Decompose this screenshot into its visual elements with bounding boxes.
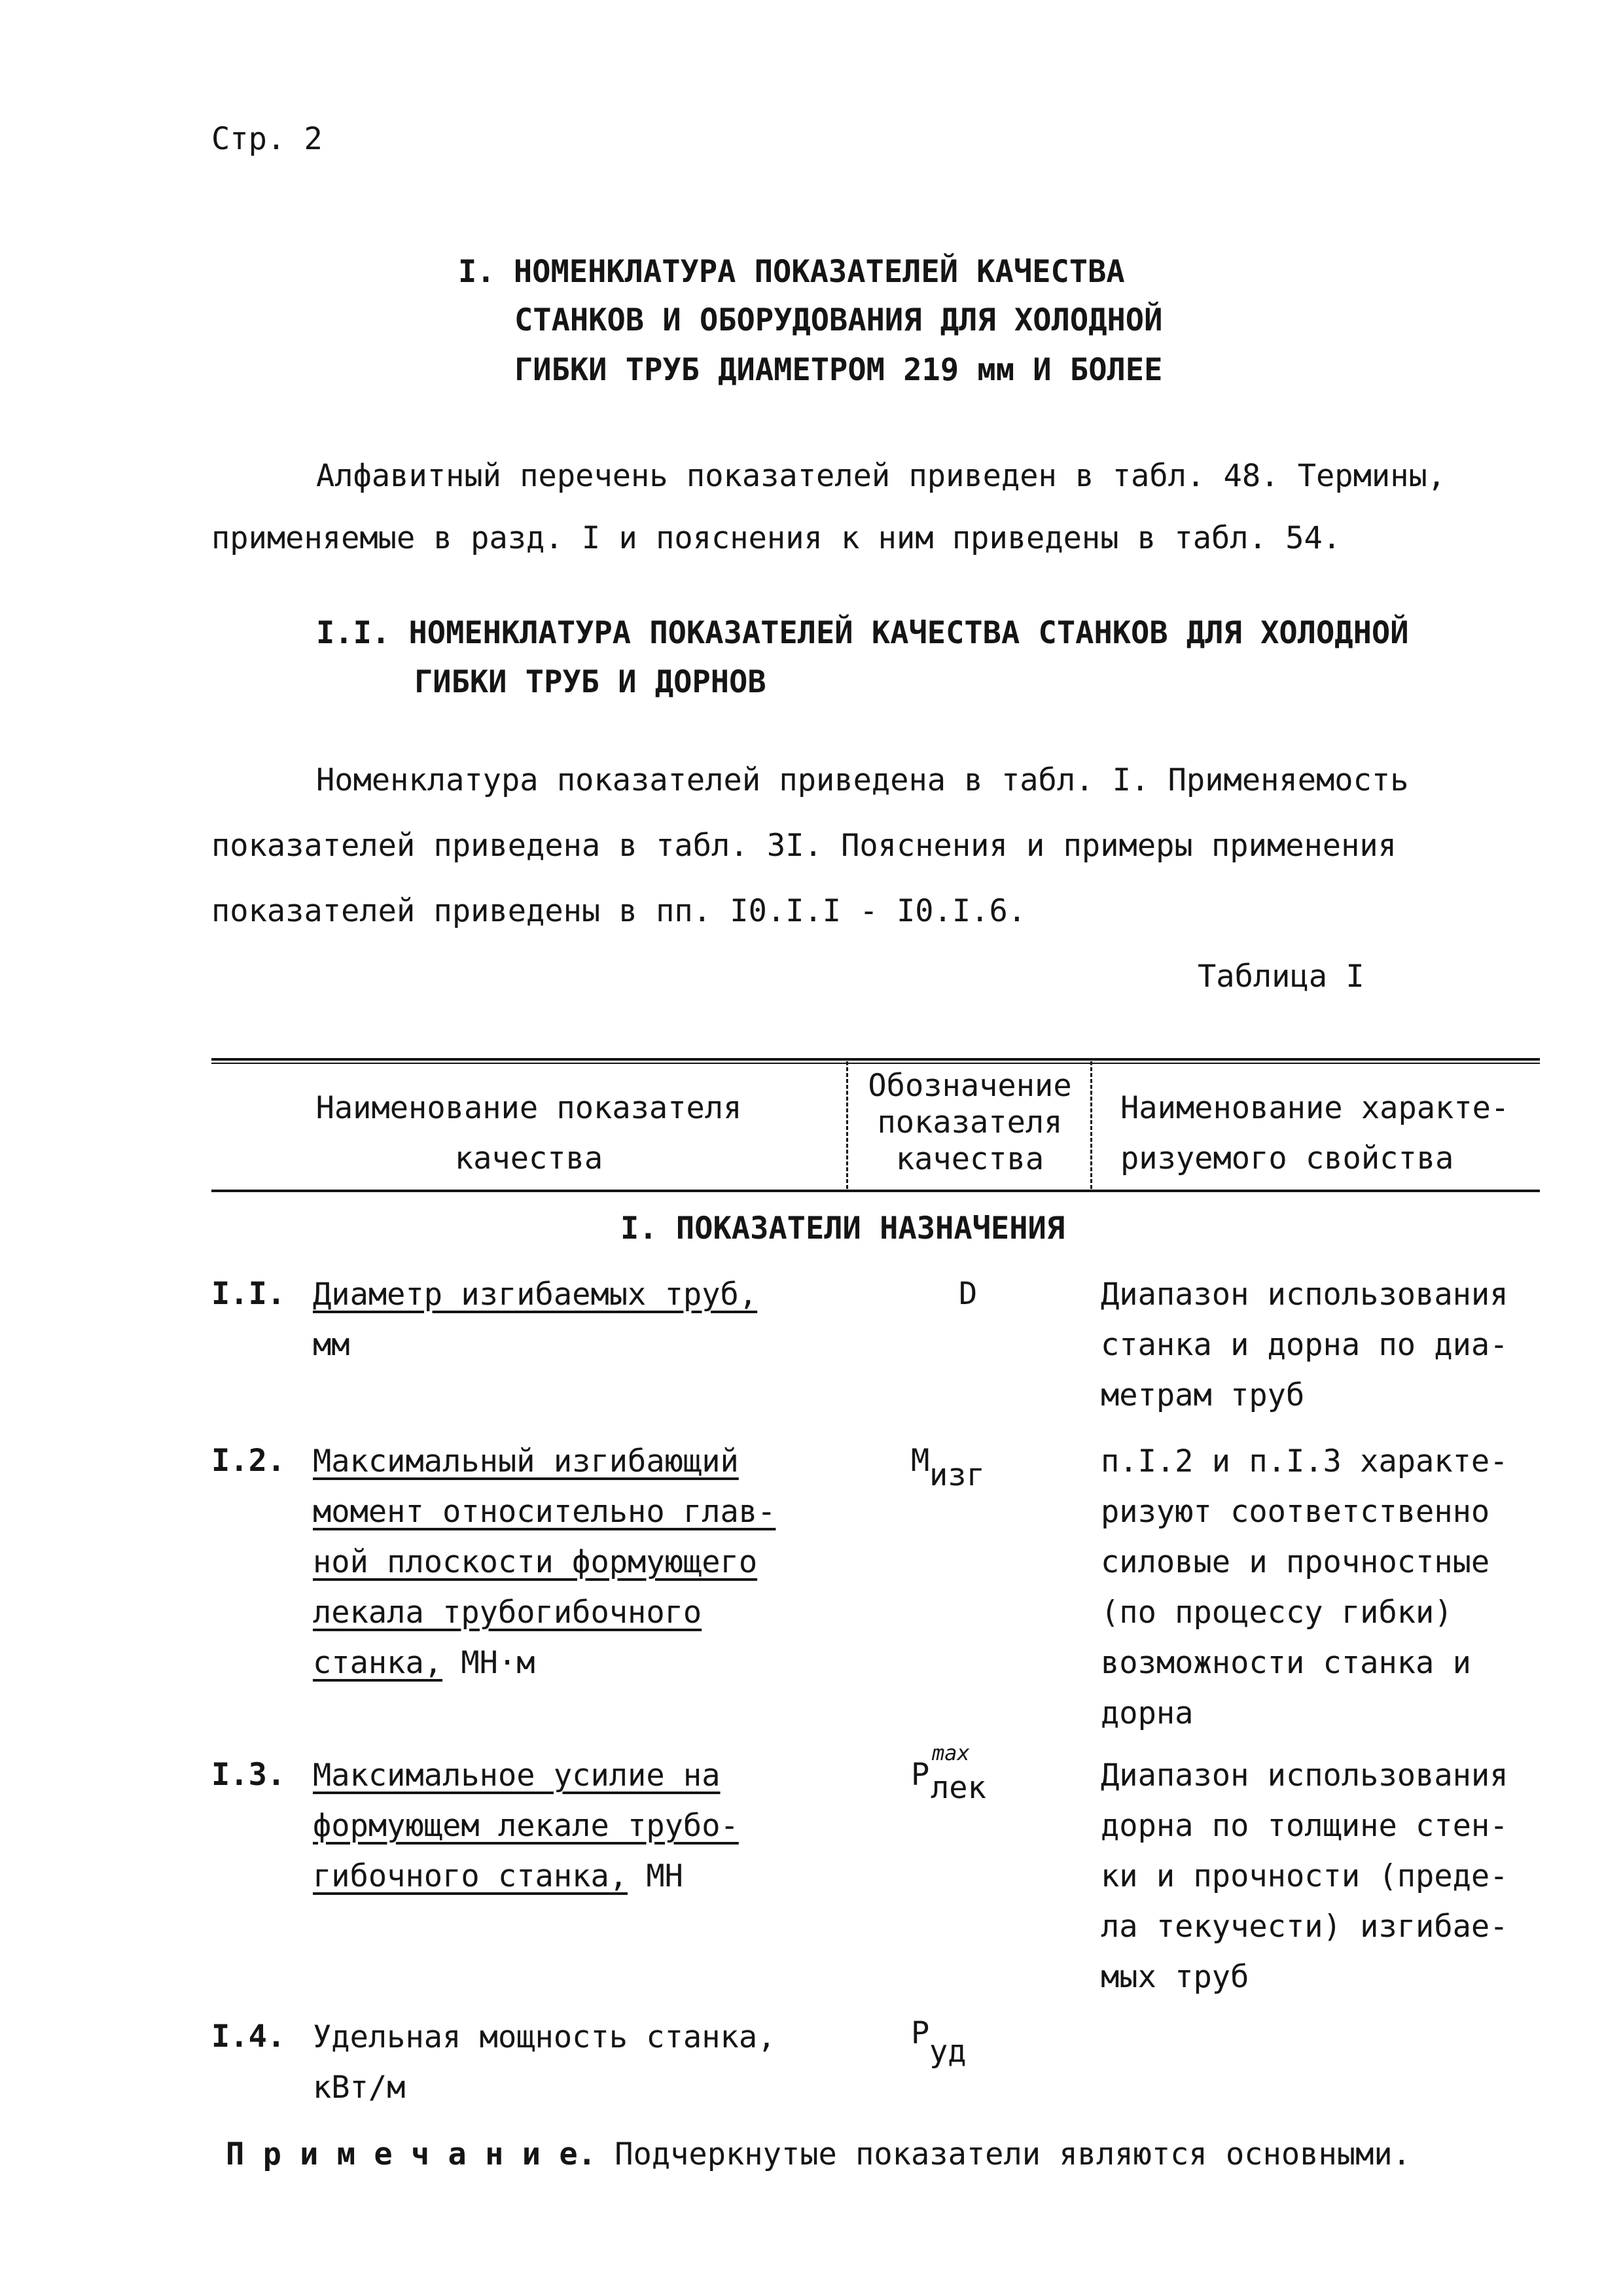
row-property-line: дорна [1101,1695,1194,1731]
table-header-bottom-rule [211,1190,1540,1192]
row-number: I.4. [211,2019,286,2055]
row-property-line: станка и дорна по диа- [1101,1327,1508,1363]
intro-line1: Алфавитный перечень показателей приведен в табл. 48. Термины, [316,458,1446,494]
row-property-line: ла текучести) изгибае- [1101,1909,1508,1945]
row-name-underlined: гибочного станка, [313,1858,628,1894]
row-name-underlined: станка, [313,1645,443,1681]
header-col1-line2: качества [454,1140,603,1176]
para2-line3: показателей приведены в пп. I0.I.I - I0.I.6. [211,893,1027,929]
page-number: Стр. 2 [211,121,323,157]
header-col2-line2: показателя [877,1104,1063,1140]
row-property-line: возможности станка и [1101,1645,1471,1681]
row-name [313,1269,757,1370]
row-property-line: метрам труб [1101,1377,1305,1413]
section-title-line2: СТАНКОВ И ОБОРУДОВАНИЯ ДЛЯ ХОЛОДНОЙ [514,302,1163,338]
row-property-line: силовые и прочностные [1101,1544,1490,1580]
row-property [1101,1750,1508,2002]
note [226,2136,1411,2172]
row-property [1101,1436,1508,1739]
symbol-sub: лек [931,1770,986,1806]
symbol-main: P [911,1757,930,1793]
row-symbol [911,1740,1055,1812]
row-property-line: ризуют соответственно [1101,1494,1490,1530]
symbol-main: P [911,2015,930,2051]
subsection-title-line1: I.I. НОМЕНКЛАТУРА ПОКАЗАТЕЛЕЙ КАЧЕСТВА СТАНКОВ ДЛЯ ХОЛОДНОЙ [316,615,1409,651]
row-name-line: Максимальное усилие на [313,1757,721,1793]
row-name-line: ной плоскости формующего [313,1544,758,1580]
row-name-line: Диаметр изгибаемых труб, [313,1277,758,1313]
row-property [1101,1269,1508,1421]
row-symbol: D [959,1276,978,1312]
table-top-rule-2 [211,1063,1540,1064]
row-property-line: (по процессу гибки) [1101,1595,1453,1631]
table-section-title: I. ПОКАЗАТЕЛИ НАЗНАЧЕНИЯ [620,1210,1065,1246]
subsection-title-line2: ГИБКИ ТРУБ И ДОРНОВ [414,664,766,700]
section-title-line3: ГИБКИ ТРУБ ДИАМЕТРОМ 219 мм И БОЛЕЕ [514,352,1163,388]
symbol-main: M [911,1443,930,1479]
header-col2 [849,1068,1090,1178]
header-separator-2 [1090,1061,1092,1189]
row-name-line: кВт/м [313,2070,406,2106]
intro-line2: применяемые в разд. I и пояснения к ним приведены в табл. 54. [211,520,1342,556]
row-name-line: станка, МН·м [313,1645,535,1681]
row-symbol [911,1443,1042,1495]
row-property-line: мых труб [1101,1959,1249,1995]
header-col3-line2: ризуемого свойства [1120,1140,1454,1176]
row-property-line: дорна по толщине стен- [1101,1808,1508,1844]
row-name-line: гибочного станка, МН [313,1858,683,1894]
row-property-line: ки и прочности (преде- [1101,1858,1508,1894]
row-name [313,1750,739,1901]
row-property-line: п.I.2 и п.I.3 характе- [1101,1443,1508,1479]
header-col2-line1: Обозначение [868,1068,1072,1104]
header-separator-1 [846,1061,848,1189]
header-col2-line3: качества [895,1141,1044,1177]
section-title-line1: I. НОМЕНКЛАТУРА ПОКАЗАТЕЛЕЙ КАЧЕСТВА [458,254,1125,290]
row-number: I.2. [211,1443,286,1479]
row-name-line: Максимальный изгибающий [313,1443,739,1479]
row-name-line: лекала трубогибочного [313,1595,702,1631]
row-name-line: Удельная мощность станка, [313,2019,776,2055]
para2-line2: показателей приведена в табл. 3I. Пояснения и примеры применения [211,828,1397,864]
row-property-line: Диапазон использования [1101,1277,1508,1313]
symbol-sub: изг [929,1457,985,1493]
para2-line1: Номенклатура показателей приведена в табл. I. Применяемость [316,762,1409,798]
row-name-line: мм [313,1327,350,1363]
header-col3 [1120,1083,1509,1184]
row-name [313,1436,776,1688]
row-property-line: Диапазон использования [1101,1757,1508,1793]
row-number: I.3. [211,1757,286,1793]
symbol-sub: уд [929,2034,967,2070]
table-label: Таблица I [1198,959,1364,995]
header-col3-line1: Наименование характе- [1120,1090,1510,1126]
note-label: П р и м е ч а н и е. [226,2136,596,2172]
row-name [313,2012,776,2113]
row-symbol [911,2015,1042,2074]
table-top-rule [211,1058,1540,1061]
symbol-sup: max [932,1740,970,1765]
row-name-line: момент относительно глав- [313,1494,776,1530]
header-col1-line1: Наименование показателя [315,1090,742,1126]
row-name-line: формующем лекале трубо- [313,1808,739,1844]
note-text: Подчеркнутые показатели являются основными. [615,2136,1411,2172]
row-number: I.I. [211,1276,286,1312]
header-col1 [211,1083,846,1184]
